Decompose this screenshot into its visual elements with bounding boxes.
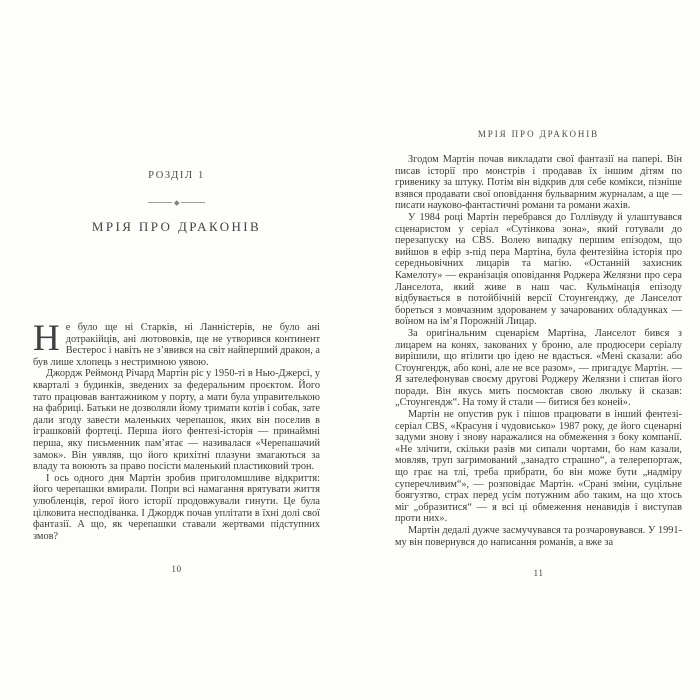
ornament-line-left <box>148 202 172 203</box>
page-number-right: 11 <box>533 569 544 579</box>
paragraph: Мартін дедалі дужче засмучувався та розчаровувався. У 1991-му він повернувся до написання романів, а вже за <box>395 525 682 548</box>
paragraph: Згодом Мартін почав викладати свої фантазії на папері. Він писав історії про монстрів і продавав їх іншим дітям по гривенику за штуку. Потім він відкрив для себе комікси, пізніше взявся продавати свої оповідання бульварним журналам, а ще — писати науково-фантастичні романи та романи жахів. <box>395 154 682 212</box>
chapter-label: РОЗДІЛ 1 <box>148 170 205 181</box>
paragraph: У 1984 році Мартін перебрався до Голлівуду й улаштувався сценаристом у серіал «Сутінкова зона», який готували до перезапуску на CBS. Волею випадку першим епізодом, що вийшов в ефір з-під пера Мартіна, була фентезійна історія про середньовічних лицарів та магію. «Останній захисник Камелоту» — екранізація оповідання Роджера Желязни про сера Ланселота, який живе в наш час. Кульмінація епізоду відбувається в потойбічній версії Стоунгенджу, де Ланселот бореться з мовчазним здорованем у зачарованих обладунках — воїном на ім’я Порожній Лицар. <box>395 211 682 328</box>
page-number-left: 10 <box>171 565 182 575</box>
drop-cap: Н <box>33 318 60 359</box>
paragraph: І ось одного дня Мартін зробив приголомшливе відкриття: його черепашки вмирали. Попри всі намагання врятувати життя улюбленців, герої його історії продовжували гинути. Це була цілковита несподіванка. І Джордж почав уплітати в їхні долі свої фантазії. А що, як черепашки ставали жертвами підступних змов? <box>33 472 320 542</box>
chapter-ornament <box>33 201 320 205</box>
paragraph: Мартін не опустив рук і пішов працювати в інший фентезі-серіал CBS, «Красуня і чудовисько» 1987 року, де його сценарні задуми знову і знову наражалися на обмеження з боку компанії. «Не злічити, скільки разів ми сипали чортами, бо нам казали, мовляв, труп загримований „занадто страшно“, а телерепортаж, що грає на тлі, треба прибрати, бо він може бути „надміру суперечливим“», — розповідає Мартін. «Срані зміни, суцільне боягузтво, страх перед усім потужним або таким, на що хтось міг „образитися“ — я всі ці обмеження ненавидів і виступав проти них». <box>395 409 682 525</box>
right-page <box>395 0 682 700</box>
paragraph: За оригінальним сценарієм Мартіна, Ланселот бився з лицарем на конях, закованих у броню, але продюсери серіалу вирішили, що втілити цю ідею не вдасться. «Мені сказали: або Стоунгендж, або коні, але не все разом», — пригадує Мартін. — Я зателефонував своєму другові Роджеру Желязни і спитав його поради. Він якусь мить посмоктав свою люльку й сказав: „Стоунгендж“. На тому й стали — битися без коней». <box>395 327 682 409</box>
ornament-diamond-icon <box>174 200 179 205</box>
paragraph <box>33 318 320 368</box>
running-header: МРІЯ ПРО ДРАКОНІВ <box>477 129 600 139</box>
chapter-title: МРІЯ ПРО ДРАКОНІВ <box>91 219 262 234</box>
paragraph-text: е було ще ні Старків, ні Ланністерів, не було ані дотракійців, ані лютововків, ще не утворився континент Вестерос і навіть не з’явився на світ найперший дракон, а був лише хлопець з нестримною уявою. <box>33 322 320 368</box>
left-page-body <box>33 318 320 542</box>
paragraph: Джордж Реймонд Річард Мартін ріс у 1950-ті в Нью-Джерсі, у кварталі з будинків, зведених за федеральним проєктом. Його тато працював вантажником у порту, а мати була управителькою на фабриці. Батьки не дозволяли йому тримати котів і собак, зате дали згоду завести маленьких черепашок, яких він поселив в іграшковій фортеці. Перша його фентезі-історія — принаймні перша, яку письменник пам’ятає — називалася «Черепашачий замок». Він уявляв, що його крихітні плазуни змагаються за владу та воюють за право посісти маленький пластиковий трон. <box>33 368 320 473</box>
left-page <box>33 0 320 700</box>
ornament-line-right <box>181 202 205 203</box>
right-page-body <box>395 154 682 548</box>
